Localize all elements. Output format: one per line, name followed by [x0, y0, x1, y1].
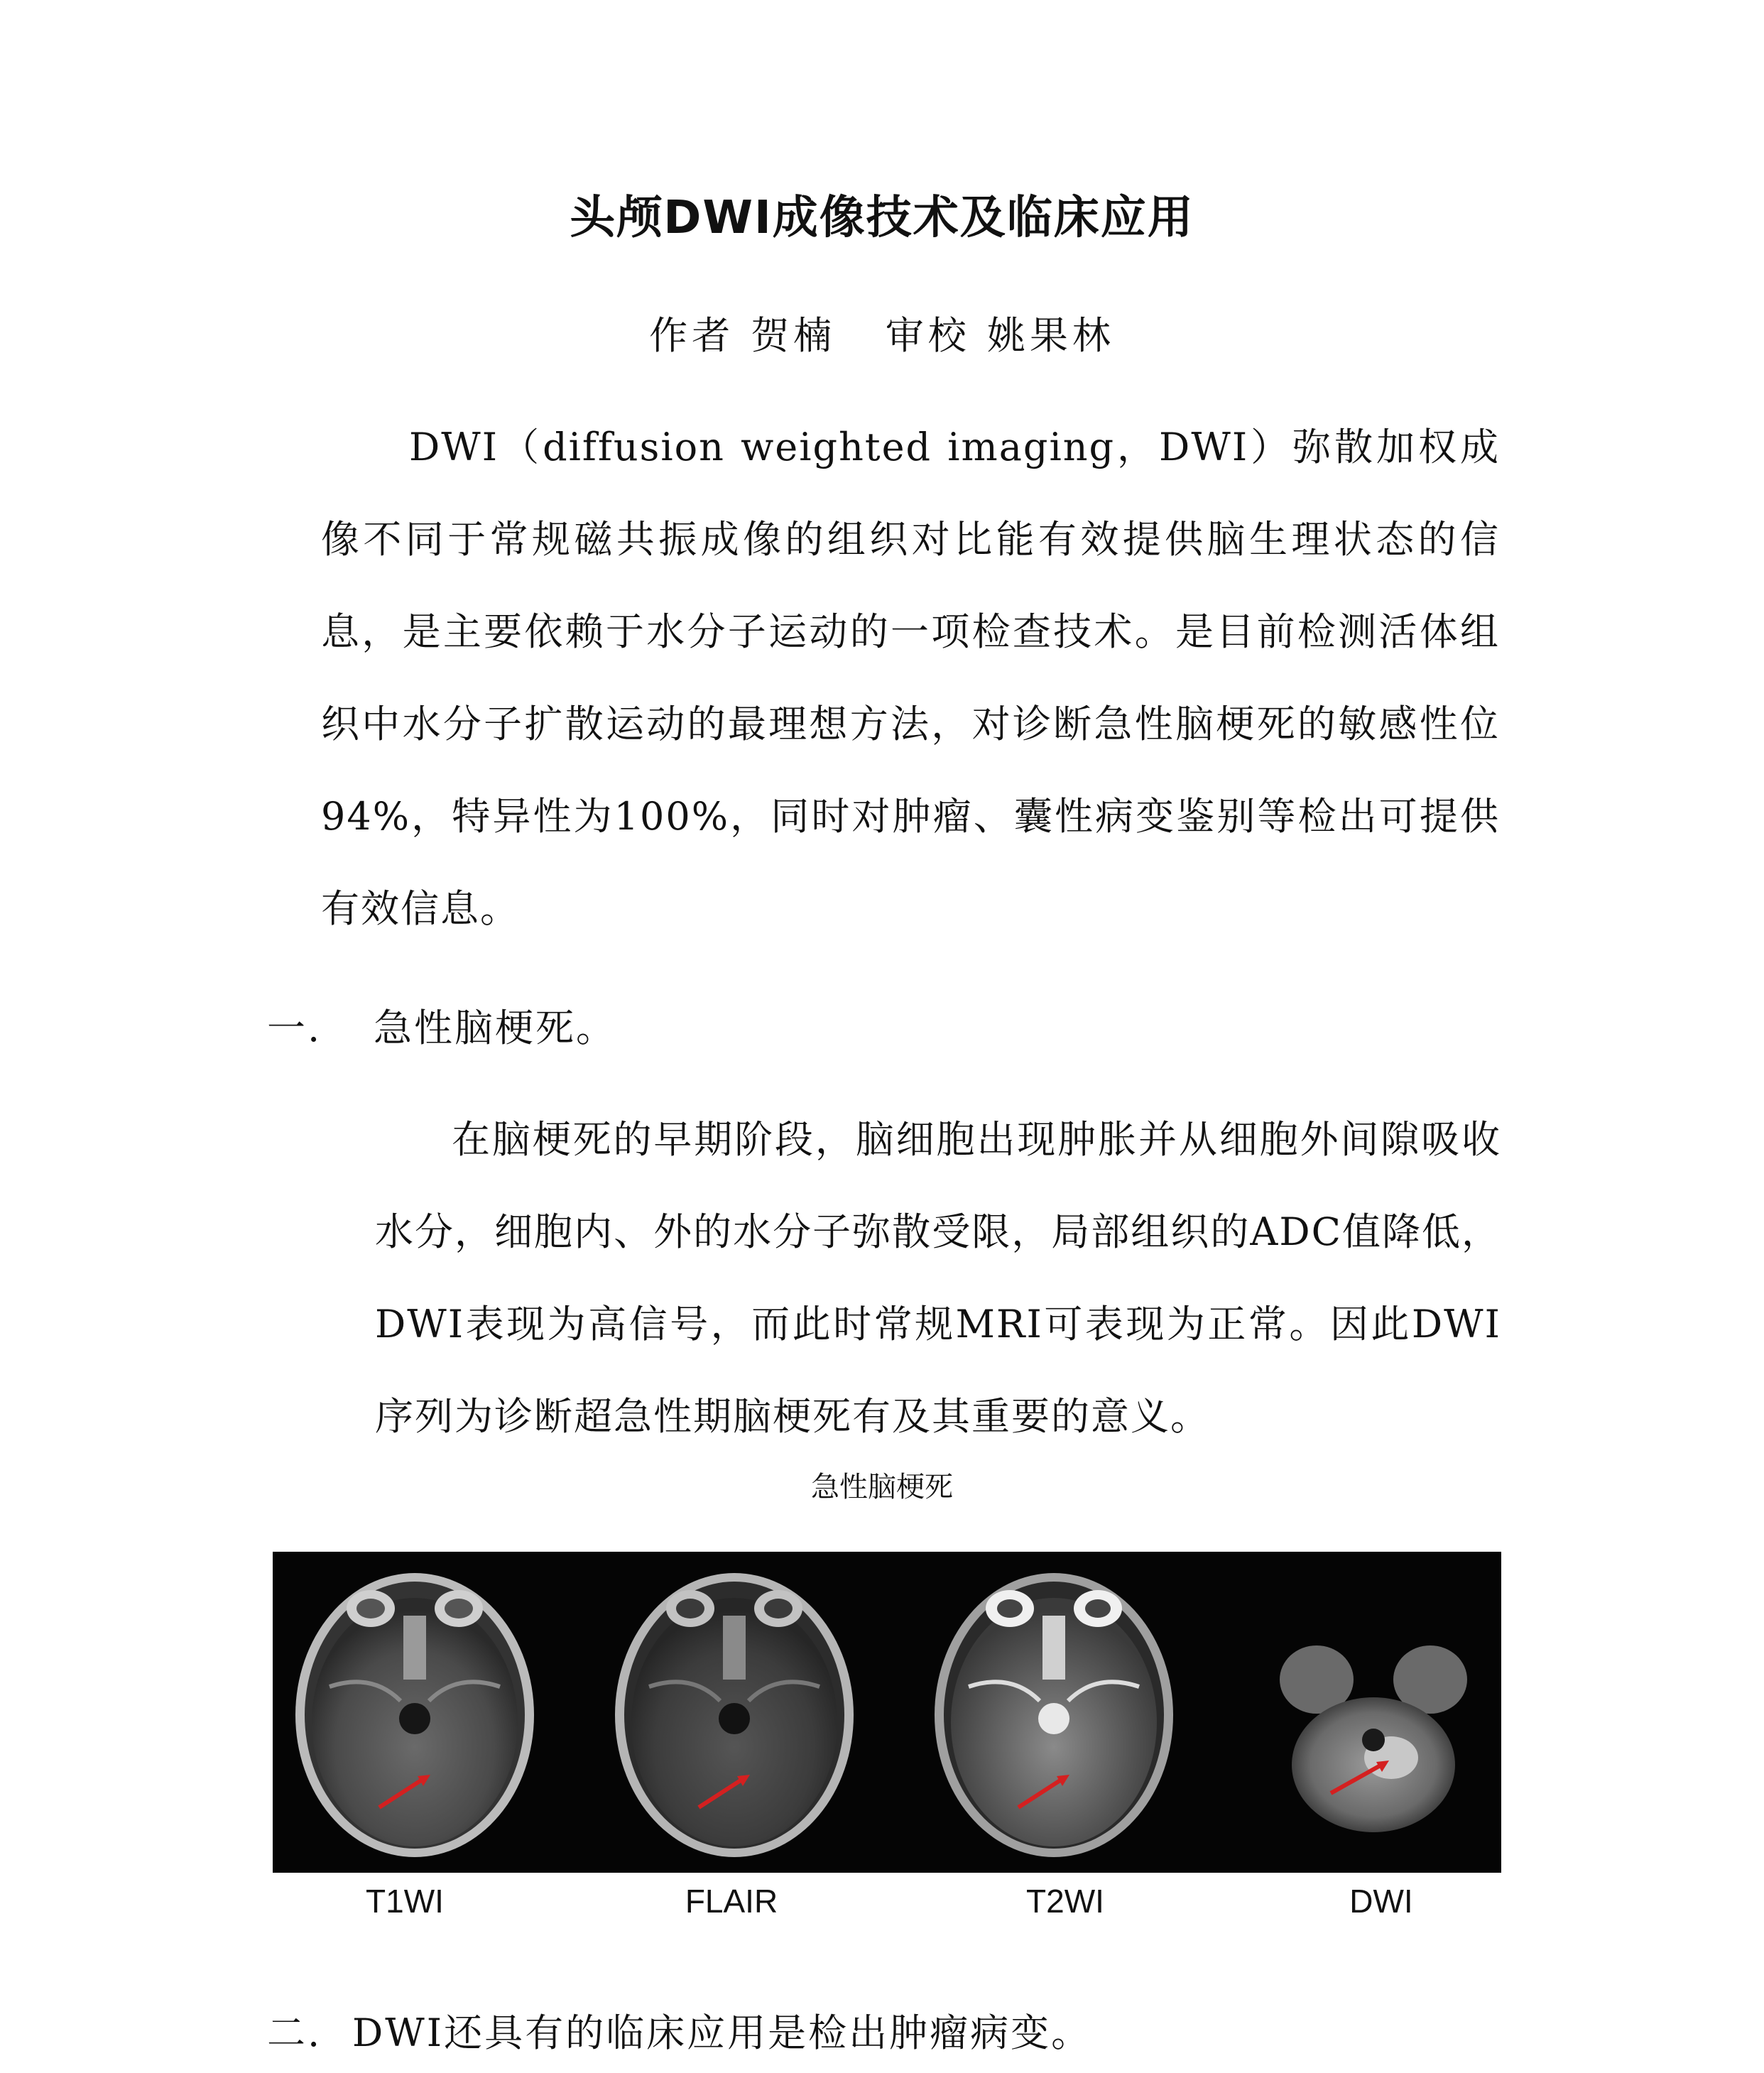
- figure-caption: 急性脑梗死: [811, 1471, 953, 1503]
- section-1-body: 在脑梗死的早期阶段，脑细胞出现肿胀并从细胞外间隙吸收水分，细胞内、外的水分子弥散受限，局部组织的ADC值降低，DWI表现为高信号，而此时常规MRI可表现为正常。因此DWI序列为诊断超急性期脑梗死有及其重要的意义。: [375, 1117, 1501, 1439]
- section-1-number: 一.: [267, 1006, 322, 1050]
- section-1-heading: [267, 998, 616, 1052]
- section-2-number: 二.: [267, 2011, 322, 2055]
- section-1-title: 急性脑梗死。: [374, 1006, 616, 1050]
- mri-label-t1wi: T1WI: [366, 1883, 444, 1920]
- byline: 作者 贺楠 审校 姚果林: [649, 313, 1115, 358]
- intro-paragraph: DWI（diffusion weighted imaging，DWI）弥散加权成像不同于常规磁共振成像的组织对比能有效提供脑生理状态的信息，是主要依赖于水分子运动的一项检查技术。是目前检测活体组织中水分子扩散运动的最理想方法，对诊断急性脑梗死的敏感性位94%，特异性为100%，同时对肿瘤、囊性病变鉴别等检出可提供有效信息。: [321, 425, 1500, 931]
- page-title: 头颅DWI成像技术及临床应用: [570, 192, 1194, 244]
- mri-images: [273, 1552, 1501, 1873]
- mri-flair-image: [615, 1573, 854, 1857]
- mri-t2wi-image: [935, 1573, 1173, 1857]
- section-2-title: DWI还具有的临床应用是检出肿瘤病变。: [352, 2011, 1092, 2055]
- mri-label-flair: FLAIR: [685, 1883, 778, 1920]
- mri-label-t2wi: T2WI: [1026, 1883, 1104, 1920]
- mri-label-dwi: DWI: [1349, 1883, 1413, 1920]
- mri-dwi-image: [1280, 1645, 1467, 1832]
- mri-figure-panel: [273, 1552, 1501, 1873]
- section-2-heading: [267, 2003, 1091, 2057]
- mri-t1wi-image: [295, 1573, 534, 1857]
